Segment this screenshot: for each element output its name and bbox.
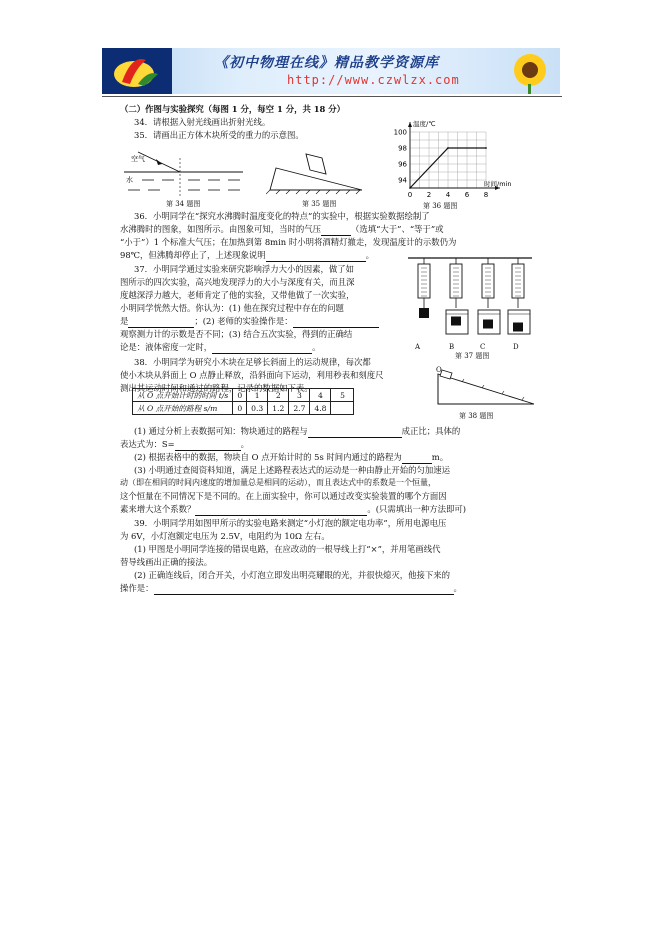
q39-line3: (1) 甲图是小明同学连接的错误电路，在应改动的一根导线上打“×”，并用笔画线代 <box>134 544 441 554</box>
fig37-label-c: C <box>480 343 486 351</box>
q37-blank2[interactable] <box>293 318 379 328</box>
q38-sub3-line1: (3) 小明通过查阅资料知道，满足上述路程表达式的运动是一种由静止开始的匀加速运 <box>134 465 451 475</box>
banner-title: 《初中物理在线》精品教学资源库 <box>214 55 439 71</box>
spring-scale <box>450 264 462 298</box>
table-cell <box>331 402 354 415</box>
fig38-point-o: O <box>436 366 442 374</box>
sunflower-icon <box>500 48 560 94</box>
q39-line1: 39．小明同学用如图甲所示的实验电路来测定“小灯泡的额定电功率”，所用电源电压 <box>134 518 447 528</box>
q36-blank2[interactable] <box>266 252 366 262</box>
q38-blank3[interactable] <box>402 454 432 464</box>
q37-line2: 图所示的四次实验，高兴地发现浮力的大小与深度有关，而且深 <box>120 277 355 287</box>
q38-line1: 38．小明同学为研究小木块在足够长斜面上的运动规律，每次都 <box>134 357 371 367</box>
table-cell: 从 O 点开始计时的时间 t/s <box>133 389 233 402</box>
q37-blank3[interactable] <box>212 344 312 354</box>
q36-blank1[interactable] <box>321 226 351 236</box>
q38-sub3-line3: 这个恒量在不同情况下是不同的。在上面实验中，你可以通过改变实验装置的哪个方面因 <box>120 491 447 501</box>
q39-line2: 为 6V，小灯泡额定电压为 2.5V，电阻约为 10Ω 左右。 <box>120 531 330 541</box>
q36-line1: 36．小明同学在“探究水沸腾时温度变化的特点”的实验中，根据实验数据绘制了 <box>134 211 430 221</box>
table-cell: 2.7 <box>289 402 310 415</box>
y-tick-label: 94 <box>398 176 407 185</box>
header-banner <box>102 48 560 94</box>
caption-38: 第 38 题图 <box>459 412 494 420</box>
y-tick-label: 100 <box>393 128 407 137</box>
table-cell: 2 <box>268 389 289 402</box>
weight-block <box>451 317 461 326</box>
fig37-label-a: A <box>415 343 421 351</box>
caption-34: 第 34 题图 <box>166 200 201 208</box>
table-cell: 1 <box>247 389 268 402</box>
table-cell: 5 <box>331 389 354 402</box>
y-axis-arrow <box>408 122 412 127</box>
y-tick-label: 98 <box>398 144 407 153</box>
q38-line2: 使小木块从斜面上 O 点静止释放，沿斜面向下运动，利用秒表和刻度尺 <box>120 370 384 380</box>
weight-block <box>513 323 523 332</box>
table-cell: 从 O 点开始的路程 s/m <box>133 402 233 415</box>
figure-37 <box>408 256 532 344</box>
data-point <box>447 147 449 149</box>
q37-line7: 论是：液体密度一定时， 。 <box>120 342 321 352</box>
q37-line5: 是 ；(2) 老师的实验操作是： <box>120 315 379 328</box>
q38-blank4[interactable] <box>195 506 367 516</box>
q37-line6: 观察测力计的示数是否不同；(3) 结合五次实验，得到的正确结 <box>120 329 353 339</box>
question-35: 35．请画出正方体木块所受的重力的示意图。 <box>134 130 304 140</box>
x-tick-label: 2 <box>426 191 432 199</box>
section-header: （二）作图与实验探究（每图 1 分，每空 1 分，共 18 分） <box>120 104 346 114</box>
table-cell: 1.2 <box>268 402 289 415</box>
y-tick-label: 96 <box>398 160 407 169</box>
spring-scale <box>418 264 430 298</box>
data-point <box>485 147 487 149</box>
x-tick-label: 4 <box>445 191 451 199</box>
q39-line5: (2) 正确连线后，闭合开关，小灯泡立即发出明亮耀眼的光，并很快熄灭，他接下来的 <box>134 570 451 580</box>
q37-line4: 小明同学恍然大悟。你认为：(1) 他在探究过程中存在的问题 <box>120 303 344 313</box>
q36-line3: “小于”）1 个标准大气压；在加热到第 8min 时小明将酒精灯撤走，发现温度计的示数仍为 <box>120 237 457 247</box>
table-cell: 4.8 <box>310 402 331 415</box>
x-axis-label: 时间/min <box>484 180 512 188</box>
caption-36: 第 36 题图 <box>423 202 458 210</box>
figure-38 <box>432 366 538 410</box>
q36-line4: 98℃，但沸腾却停止了，上述现象说明 。 <box>120 250 375 260</box>
fig37-label-b: B <box>449 343 455 351</box>
table-cell: 0 <box>233 402 247 415</box>
logo-icon <box>102 48 172 94</box>
banner-url[interactable]: http://www.czwlzx.com <box>287 73 460 87</box>
label-water: 水 <box>126 176 133 184</box>
q37-line1: 37．小明同学通过实验来研究影响浮力大小的因素，做了如 <box>134 264 355 274</box>
spring-scale <box>512 264 524 298</box>
q38-sub3-line4: 素来增大这个系数？ 。(只需填出一种方法即可) <box>120 504 467 514</box>
x-tick-label: 0 <box>407 191 413 199</box>
figure-35 <box>266 150 366 196</box>
q38-sub1: (1) 通过分析上表数据可知：物块通过的路程与 成正比；具体的 <box>134 426 461 436</box>
q38-sub2: (2) 根据表格中的数据，物块自 O 点开始计时的 5s 时间内通过的路程为 m。 <box>134 452 449 462</box>
q39-line4: 替导线画出正确的接法。 <box>120 557 213 567</box>
q37-blank1[interactable] <box>128 318 194 328</box>
fig37-label-d: D <box>513 343 519 351</box>
q38-sub1b: 表达式为：S= 。 <box>120 439 250 449</box>
table-cell: 0.3 <box>247 402 268 415</box>
x-tick-label: 6 <box>464 191 470 199</box>
q36-line2: 水沸腾时的图象，如图所示。由图象可知，当时的气压 （选填“大于”、“等于”或 <box>120 224 444 234</box>
caption-35: 第 35 题图 <box>302 200 337 208</box>
q38-line3: 测出其运动时间和通过的路程，记录的数据如下表。 <box>120 383 313 393</box>
q39-blank1[interactable] <box>154 585 454 595</box>
figure-36-chart <box>388 118 518 202</box>
question-34: 34．请根据入射光线画出折射光线。 <box>134 117 271 127</box>
caption-37: 第 37 题图 <box>455 352 490 360</box>
header-rule <box>102 96 562 97</box>
q38-sub3-line2: 动（即在相同的时间内速度的增加量总是相同的运动），而且表达式中的系数是一个恒量， <box>120 478 436 487</box>
spring-scale <box>482 264 494 298</box>
q38-blank1[interactable] <box>308 428 402 438</box>
y-axis-label: 温度/℃ <box>413 120 436 128</box>
q39-line6: 操作是： 。 <box>120 583 462 593</box>
q37-line3: 度越深浮力越大，老师肯定了他的实验，又带他做了一次实验， <box>120 290 355 300</box>
weight-block <box>419 308 429 318</box>
table-cell: 3 <box>289 389 310 402</box>
table-cell: 4 <box>310 389 331 402</box>
data-table <box>132 388 354 415</box>
q38-blank2[interactable] <box>175 441 241 451</box>
label-air: 空气 <box>131 155 145 163</box>
weight-block <box>483 320 493 329</box>
table-row <box>133 389 354 402</box>
x-tick-label: 8 <box>483 191 489 199</box>
data-point <box>409 187 411 189</box>
table-cell: 0 <box>233 389 247 402</box>
table-row <box>133 402 354 415</box>
